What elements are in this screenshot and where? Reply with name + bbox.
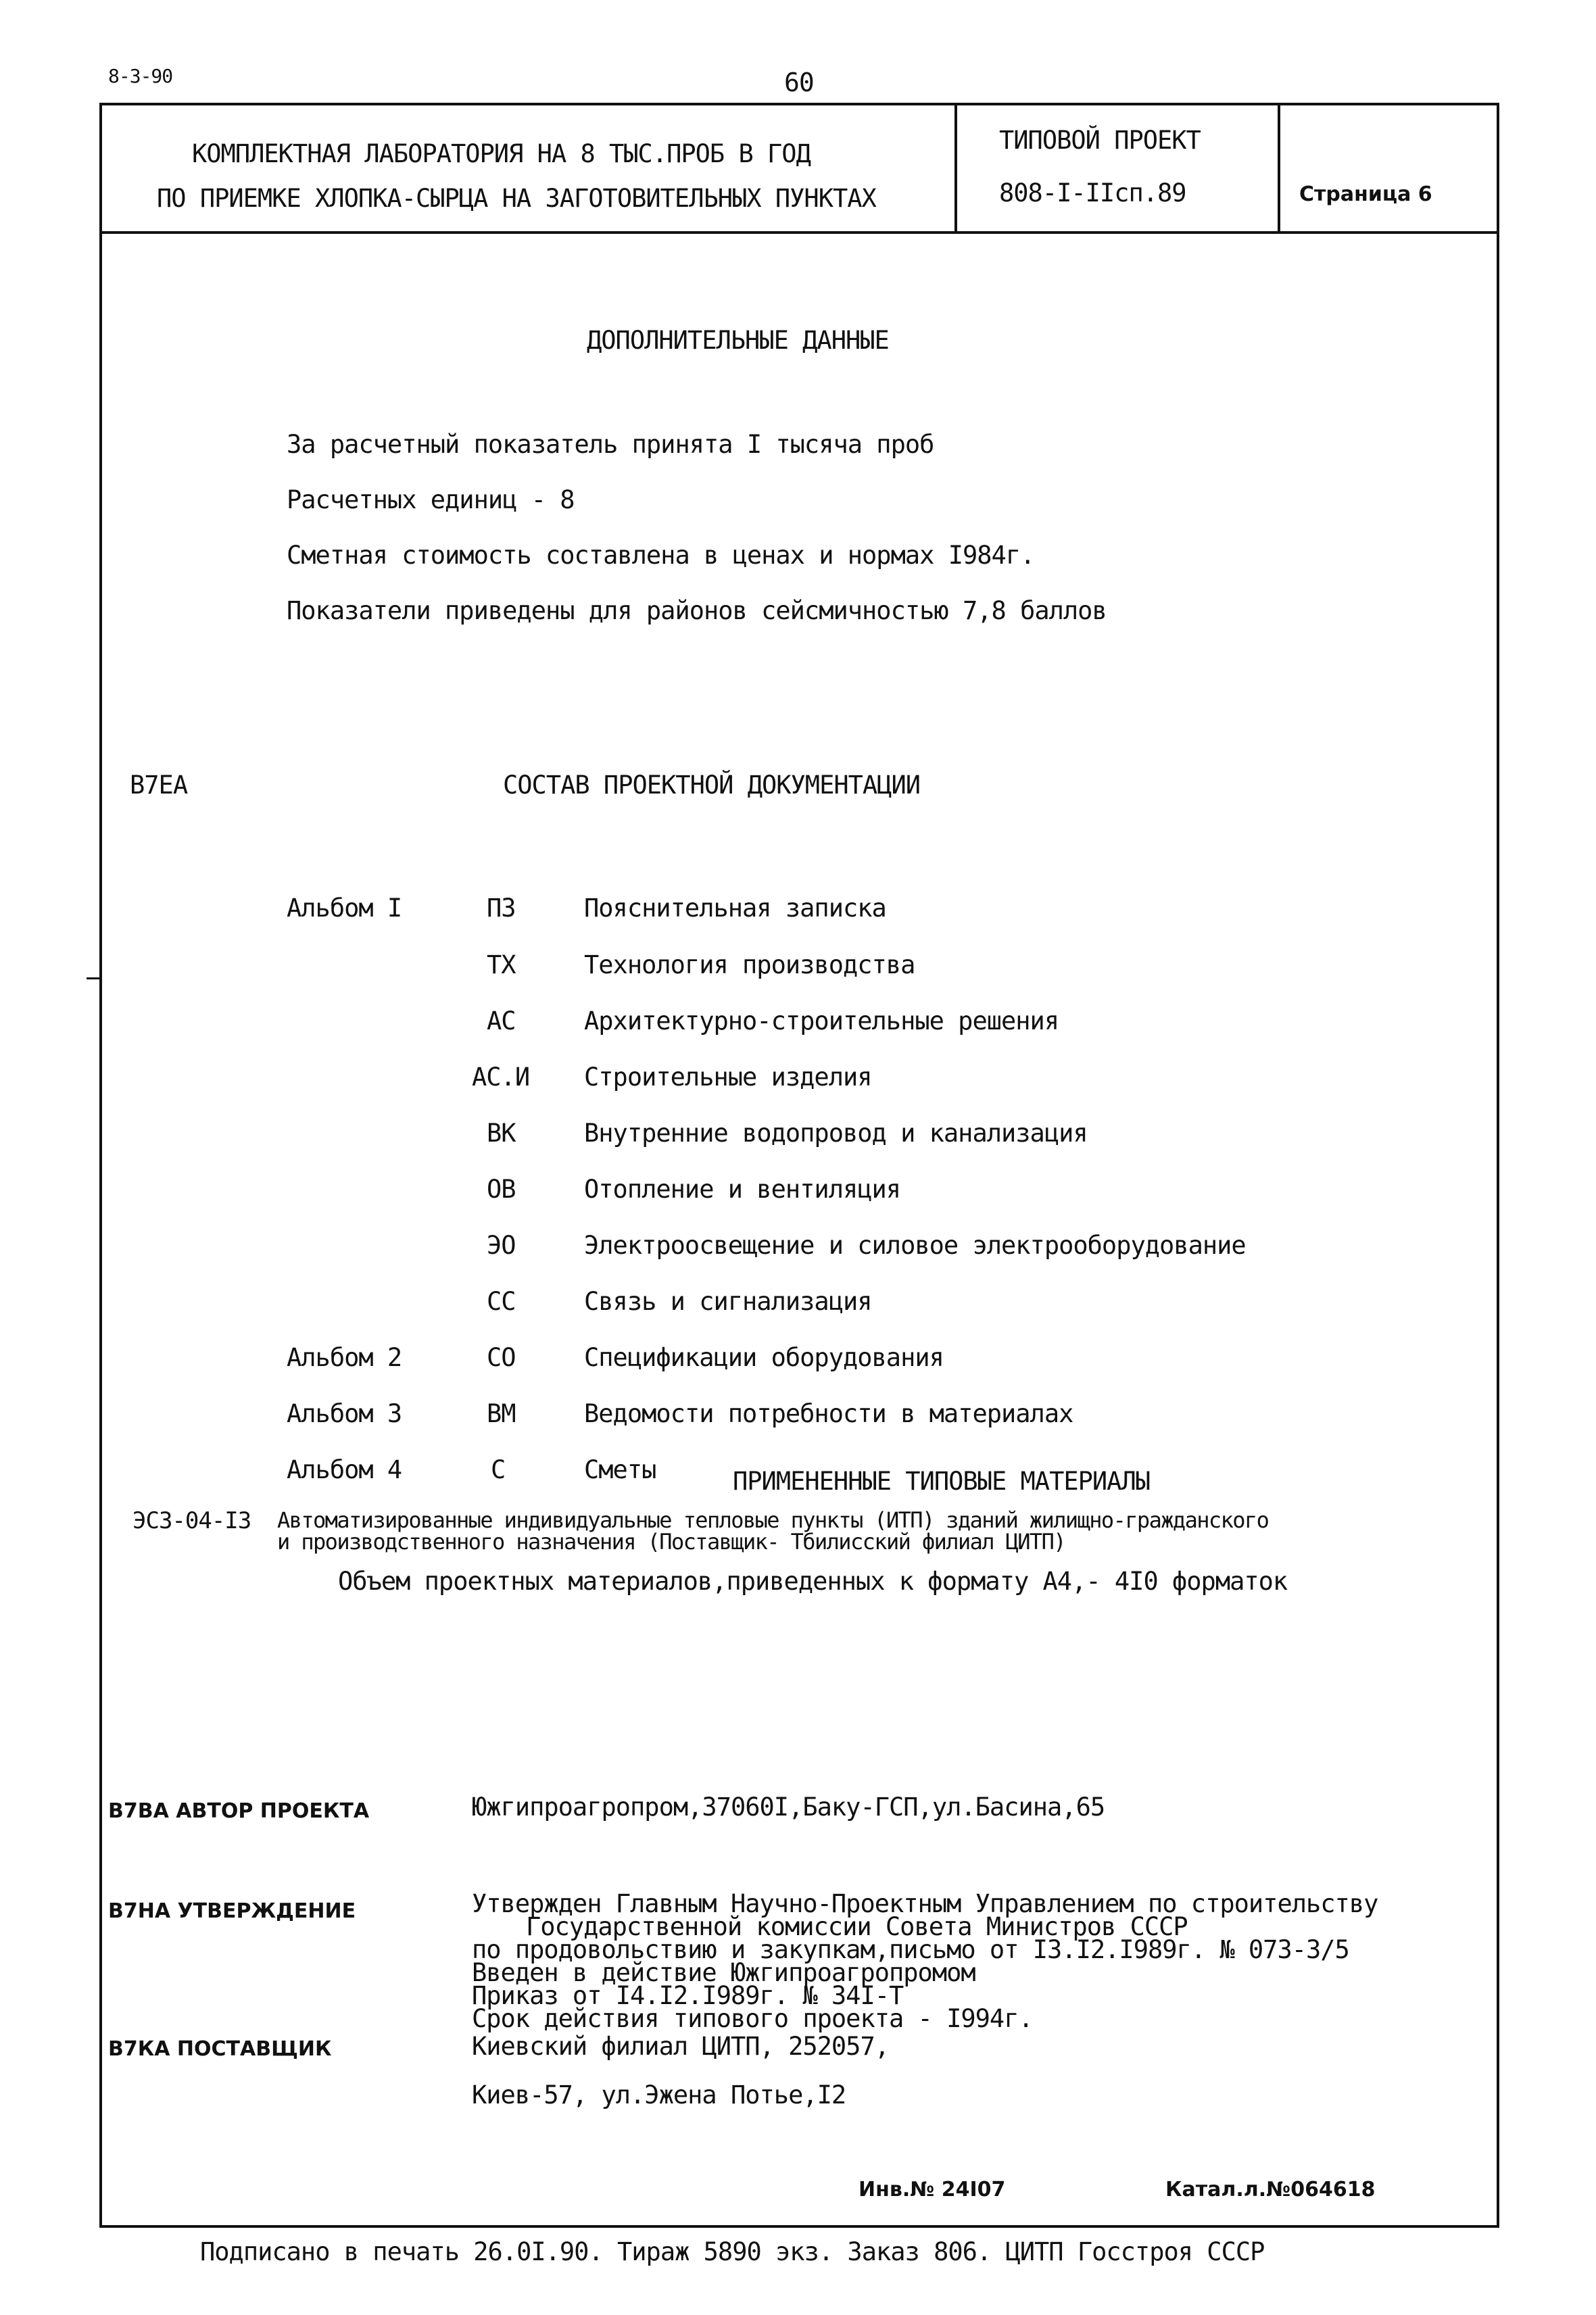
- author-value: Южгипроагропром,37060I,Баку-ГСП,ул.Басина,65: [472, 1793, 1105, 1822]
- doc-title: Внутренние водопровод и канализация: [584, 1119, 1088, 1148]
- inventory-number: Инв.№ 24I07: [859, 2178, 1006, 2201]
- supplier-label: В7КА ПОСТАВЩИК: [108, 2037, 332, 2061]
- header-separator-2: [1278, 103, 1280, 233]
- doc-title: Архитектурно-строительные решения: [584, 1006, 1059, 1035]
- album-label: Альбом 3: [287, 1399, 402, 1428]
- doc-mark: ТХ: [487, 950, 516, 979]
- album-label: Альбом 2: [287, 1343, 402, 1372]
- page-number: 60: [784, 68, 814, 97]
- doc-title: Отопление и вентиляция: [584, 1175, 901, 1204]
- doc-title: Связь и сигнализация: [584, 1287, 872, 1316]
- doc-title: Ведомости потребности в материалах: [584, 1399, 1073, 1428]
- sheet-label: Страница 6: [1299, 182, 1432, 206]
- doc-title: Спецификации оборудования: [584, 1343, 944, 1372]
- doc-mark: АС: [487, 1006, 516, 1035]
- additional-line: За расчетный показатель принята I тысяча проб: [287, 430, 934, 459]
- approval-label: В7НА УТВЕРЖДЕНИЕ: [108, 1899, 356, 1923]
- project-label: ТИПОВОЙ ПРОЕКТ: [999, 126, 1201, 155]
- doc-mark: ПЗ: [487, 894, 516, 923]
- supplier-line-1: Киевский филиал ЦИТП, 252057,: [472, 2032, 890, 2061]
- header-separator-1: [954, 103, 957, 233]
- album-label: Альбом I: [287, 894, 402, 923]
- doc-mark: ВМ: [487, 1399, 516, 1428]
- additional-line: Показатели приведены для районов сейсмичностью 7,8 баллов: [287, 596, 1107, 625]
- doc-mark: АС.И: [472, 1063, 530, 1092]
- doc-title: Строительные изделия: [584, 1063, 872, 1092]
- approval-line: Государственной комиссии Совета Министров СССР: [526, 1912, 1188, 1941]
- approval-line: Приказ от I4.I2.I989г. № 34I-Т: [472, 1981, 904, 2010]
- approval-line: Срок действия типового проекта - I994г.: [472, 2004, 1033, 2033]
- print-line: Подписано в печать 26.0I.90. Тираж 5890 экз. Заказ 806. ЦИТП Госстроя СССР: [200, 2237, 1265, 2266]
- doc-title: Сметы: [584, 1455, 656, 1484]
- project-code: 808-I-IIсп.89: [999, 178, 1186, 208]
- title-line-1: КОМПЛЕКТНАЯ ЛАБОРАТОРИЯ НА 8 ТЫС.ПРОБ В ГОД: [192, 139, 811, 168]
- supplier-line-2: Киев-57, ул.Эжена Потье,I2: [472, 2080, 846, 2110]
- applied-heading: ПРИМЕНЕННЫЕ ТИПОВЫЕ МАТЕРИАЛЫ: [733, 1467, 1151, 1496]
- approval-line: по продовольствию и закупкам,письмо от I3.I2.I989г. № 073-3/5: [472, 1935, 1349, 1964]
- doc-mark: С: [491, 1455, 506, 1484]
- applied-line-1: Автоматизированные индивидуальные тепловые пункты (ИТП) зданий жилищно-гражданского: [277, 1507, 1269, 1533]
- margin-tick: [87, 977, 101, 979]
- album-label: Альбом 4: [287, 1455, 402, 1484]
- header-divider: [99, 231, 1499, 234]
- date-stamp: 8-3-90: [108, 65, 173, 87]
- applied-line-2: и производственного назначения (Поставщик- Тбилисский филиал ЦИТП): [277, 1529, 1065, 1555]
- doc-mark: СС: [487, 1287, 516, 1316]
- volume-line: Объем проектных материалов,приведенных к формату А4,- 4I0 форматок: [338, 1567, 1288, 1596]
- composition-code: В7ЕА: [130, 771, 188, 800]
- doc-title: Технология производства: [584, 950, 915, 979]
- applied-code: ЭСЗ-04-I3: [132, 1507, 251, 1534]
- additional-line: Сметная стоимость составлена в ценах и нормах I984г.: [287, 541, 1035, 570]
- approval-line: Введен в действие Южгипроагропромом: [472, 1958, 975, 1987]
- composition-heading: СОСТАВ ПРОЕКТНОЙ ДОКУМЕНТАЦИИ: [503, 771, 921, 800]
- title-line-2: ПО ПРИЕМКЕ ХЛОПКА-СЫРЦА НА ЗАГОТОВИТЕЛЬНЫХ ПУНКТАХ: [157, 184, 876, 213]
- doc-mark: ЭО: [487, 1231, 516, 1260]
- catalog-number: Катал.л.№064618: [1165, 2178, 1376, 2201]
- doc-mark: СО: [487, 1343, 516, 1372]
- doc-title: Пояснительная записка: [584, 894, 886, 923]
- additional-heading: ДОПОЛНИТЕЛЬНЫЕ ДАННЫЕ: [587, 326, 889, 355]
- author-label: В7ВА АВТОР ПРОЕКТА: [108, 1799, 370, 1823]
- doc-title: Электроосвещение и силовое электрооборудование: [584, 1231, 1246, 1260]
- approval-line: Утвержден Главным Научно-Проектным Управлением по строительству: [472, 1889, 1378, 1918]
- doc-mark: ОВ: [487, 1175, 516, 1204]
- doc-mark: ВК: [487, 1119, 516, 1148]
- additional-line: Расчетных единиц - 8: [287, 485, 575, 514]
